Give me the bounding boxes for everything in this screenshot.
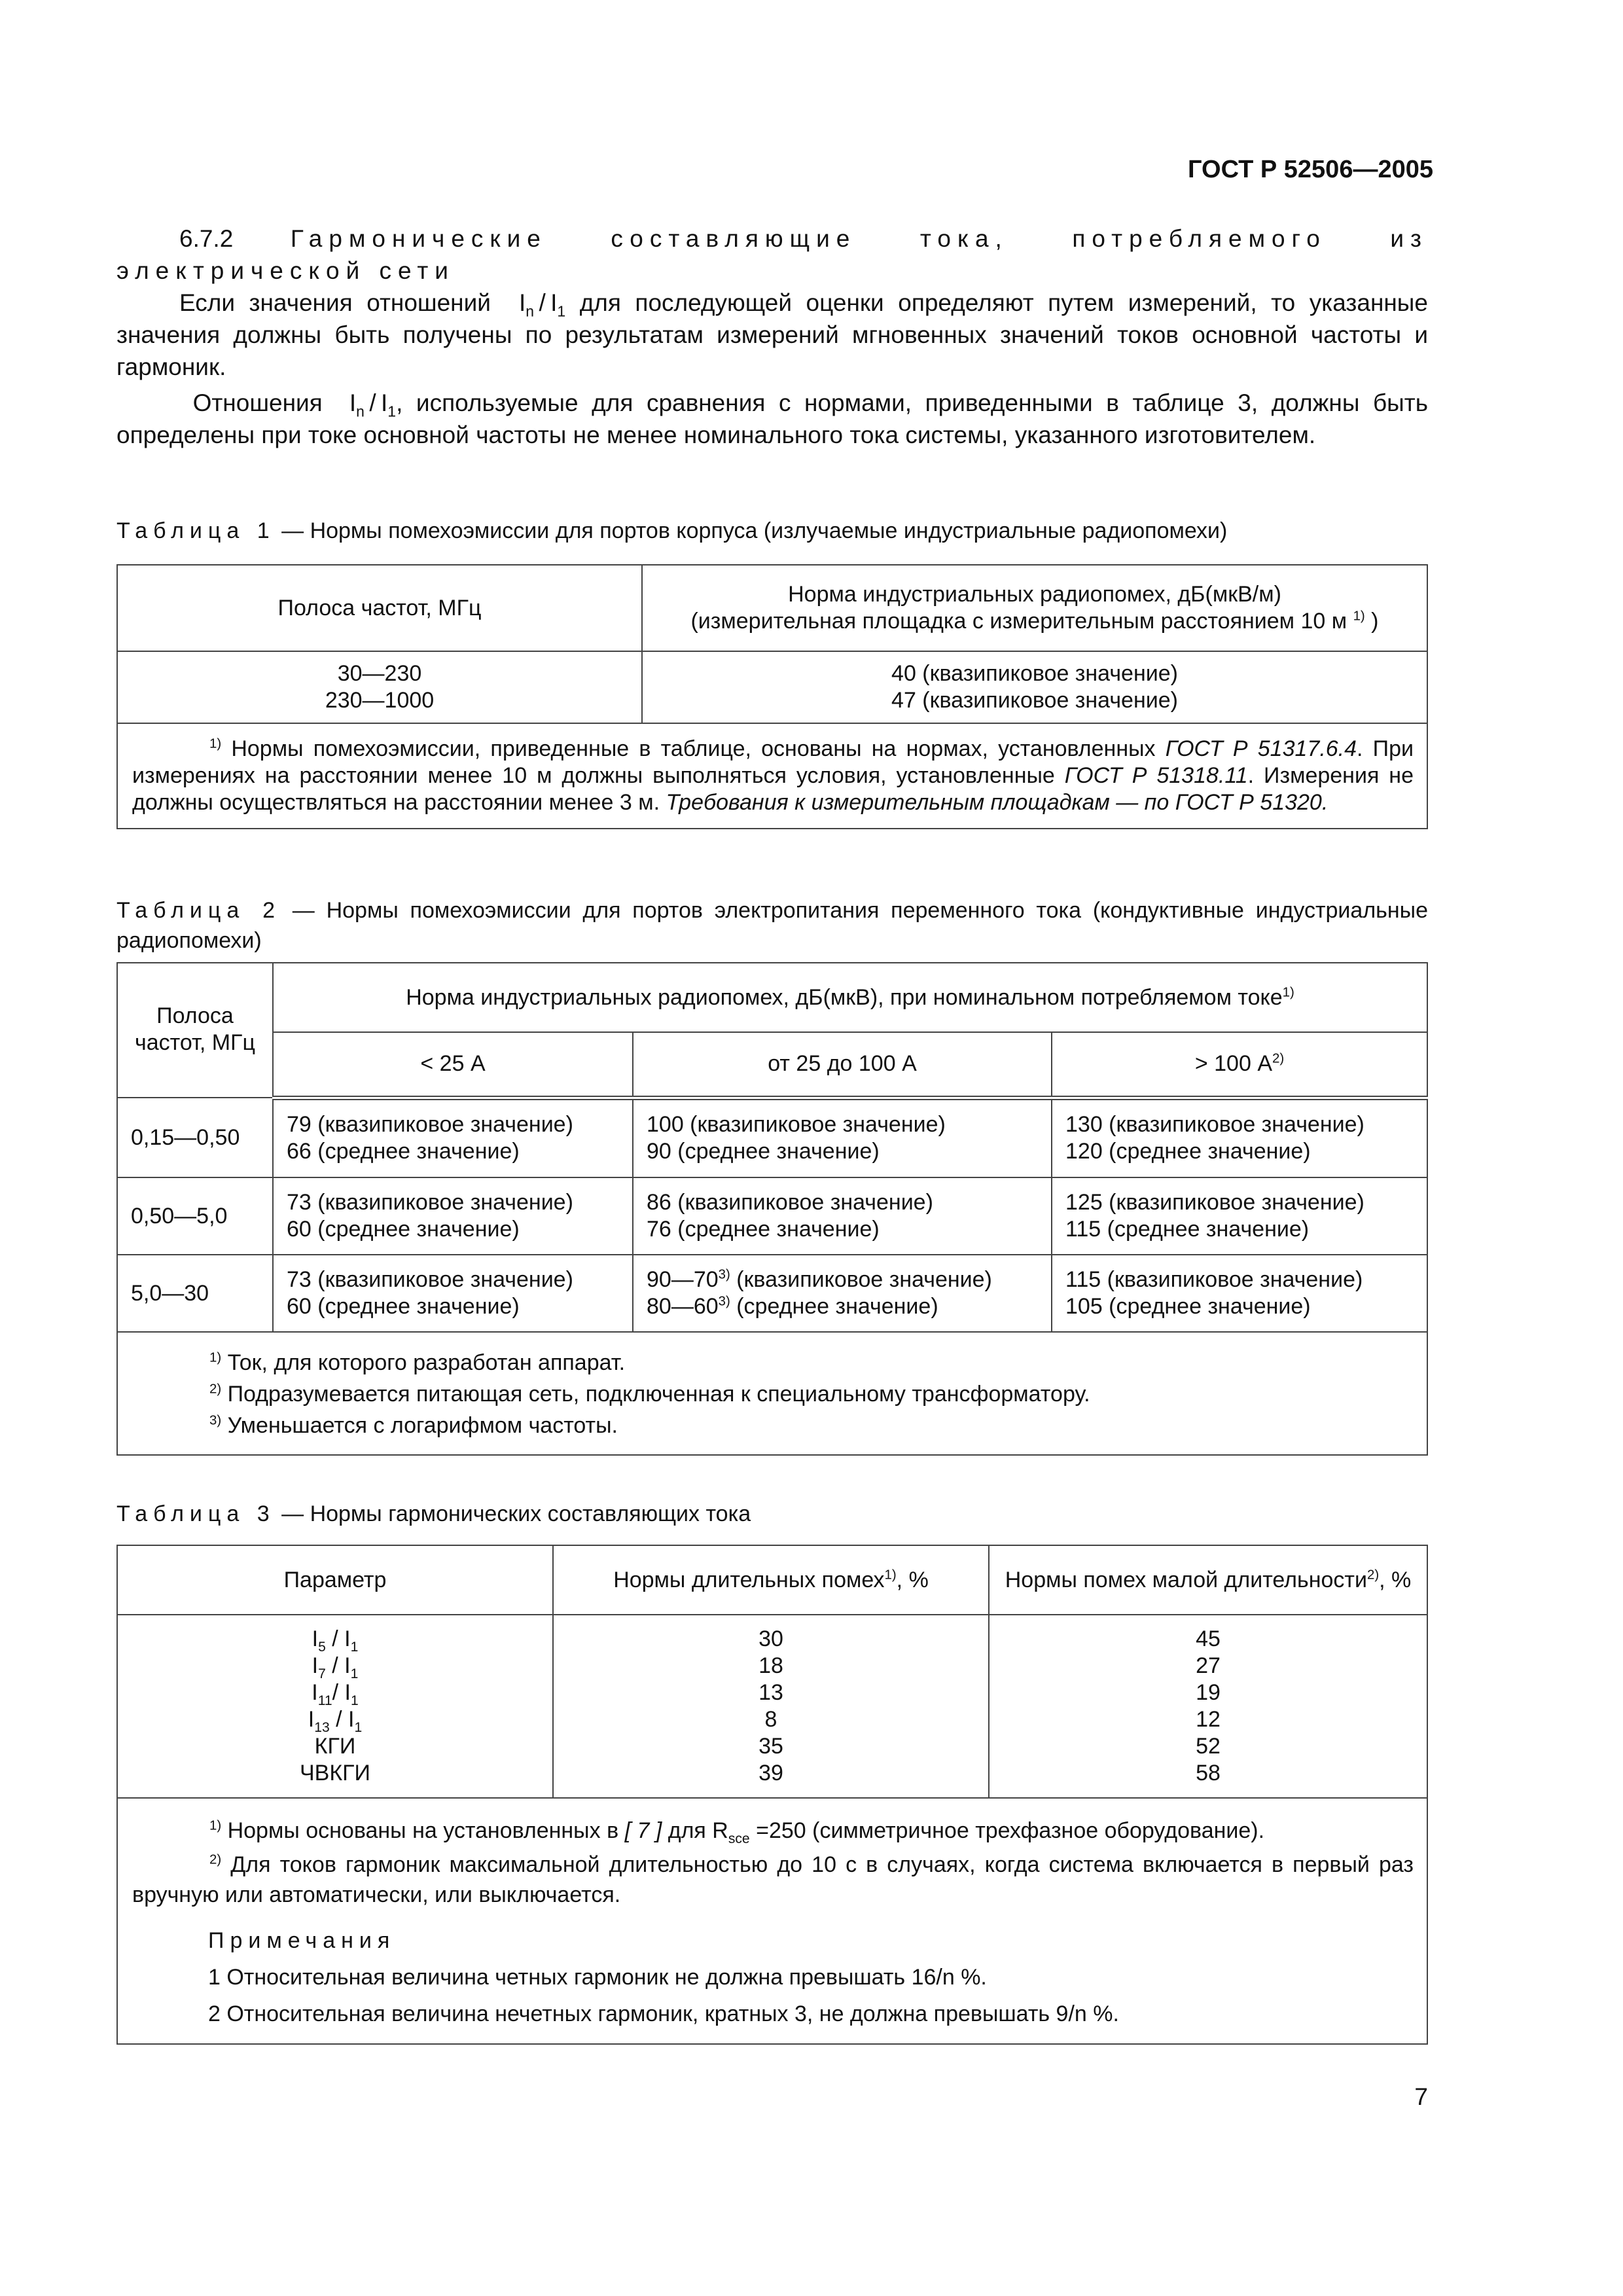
table-2-r3c1a: 73 (квазипиковое значение) xyxy=(287,1267,573,1292)
param-chvkgi: ЧВКГИ xyxy=(300,1761,370,1785)
param-i11: $I_{11}/$ $I_1$ xyxy=(312,1680,359,1708)
table-3-header-parameter: Параметр xyxy=(117,1545,553,1615)
paragraph-1-end: для последующей оценки определяют путем измерений, то указанные значения должны быть получены по результатам измерений мгновенных значений токов основной частоты и гармоник. xyxy=(116,289,1428,380)
table-3-long-4: 8 xyxy=(764,1707,777,1732)
paragraph-2-end: , используемые для сравнения с нормами, приведенными в таблице 3, должны быть определены при токе основной частоты не менее номинального тока системы, указанного изготовителем. xyxy=(116,389,1429,448)
table-3-long-values xyxy=(553,1615,989,1798)
table-2-r3c3a: 115 (квазипиковое значение) xyxy=(1065,1267,1363,1292)
table-3-long-5: 35 xyxy=(758,1734,783,1759)
table-3-fn1-ref: [ 7 ] xyxy=(624,1818,662,1843)
table-2-r3c3b: 105 (среднее значение) xyxy=(1065,1294,1311,1319)
table-2-r1c1a: 79 (квазипиковое значение) xyxy=(287,1112,573,1138)
table-3-fn1-sub: sce xyxy=(728,1831,750,1846)
table-2-row-1-c1 xyxy=(273,1098,633,1177)
table-2-row-1-c3 xyxy=(1052,1098,1427,1177)
table-2-header-above-100a-text: > 100 А xyxy=(1194,1051,1272,1077)
table-3-short-1: 45 xyxy=(1196,1626,1221,1651)
table-1-header-norm-sup: 1) xyxy=(1353,609,1365,624)
paragraph-1-start: Если значения отношений xyxy=(179,289,491,316)
table-1-footnote-text-a: Нормы помехоэмиссии, приведенные в таблице, основаны на нормах, установленных xyxy=(221,736,1166,761)
table-3-fn1-text-c: =250 (симметричное трехфазное оборудование). xyxy=(749,1818,1265,1843)
param-i13: $I_{13} / I_1$ xyxy=(308,1707,363,1735)
param-kgi: КГИ xyxy=(314,1734,356,1759)
table-3-long-1: 30 xyxy=(758,1626,783,1651)
table-2-header-norm-text: Норма индустриальных радиопомех, дБ(мкВ), при номинальном потребляемом токе xyxy=(406,984,1283,1010)
table-1-label: Таблица 1 xyxy=(116,518,276,543)
table-1-frequency-cell xyxy=(117,651,642,723)
table-3-header-long-sup: 1) xyxy=(884,1568,897,1583)
table-3-note-2: 2 Относительная величина нечетных гармоник, кратных 3, не должна превышать 9/n %. xyxy=(208,2001,1119,2026)
table-2-header-frequency xyxy=(117,963,273,1098)
section-number: 6.7.2 xyxy=(179,225,234,252)
table-3-header-short-text: Нормы помех малой длительности xyxy=(1005,1567,1367,1592)
table-2-label: Таблица 2 xyxy=(116,898,281,923)
table-3-header-long xyxy=(553,1545,989,1615)
table-2-fn3-text: Уменьшается с логарифмом частоты. xyxy=(221,1413,618,1438)
table-1-footnote-gost-2: ГОСТ Р 51318.11 xyxy=(1064,763,1248,788)
table-3 xyxy=(116,1545,1428,2045)
table-2-header-above-100a xyxy=(1052,1032,1427,1098)
table-2 xyxy=(116,962,1428,1456)
table-2-row-1-freq: 0,15—0,50 xyxy=(117,1098,273,1177)
table-3-header-short-unit: , % xyxy=(1379,1567,1412,1592)
table-2-r1c1b: 66 (среднее значение) xyxy=(287,1139,520,1164)
section-title-text: Гармонические составляющие тока, потребляемого из электрической сети xyxy=(116,225,1429,284)
table-2-r3c2b-txt: (среднее значение) xyxy=(730,1294,938,1319)
table-1-freq-2: 230—1000 xyxy=(325,688,435,713)
table-2-row-3-freq: 5,0—30 xyxy=(117,1255,273,1332)
paragraph-1: Если значения отношений $I_n / I_1$ для последующей оценки определяют путем измерений, то указанные значения должны быть получены по результатам измерений мгновенных значений токов основной частоты и гармоник. xyxy=(116,289,1428,380)
paragraph-2-start: Отношения xyxy=(192,389,323,416)
table-3-long-6: 39 xyxy=(758,1761,783,1785)
table-2-r2c1a: 73 (квазипиковое значение) xyxy=(287,1190,573,1215)
table-3-fn1-text-b: для R xyxy=(662,1818,728,1843)
param-i7: $I_7 / I_1$ xyxy=(312,1653,359,1681)
table-1-norm-cell xyxy=(642,651,1427,723)
table-2-header-above-100a-sup: 2) xyxy=(1272,1051,1285,1066)
table-1-footnote-text-d: Требования к измерительным площадкам — по ГОСТ Р 51320. xyxy=(666,790,1329,815)
table-2-header-norm xyxy=(273,963,1427,1032)
table-2-header-below-25a: < 25 А xyxy=(273,1032,633,1098)
table-3-caption xyxy=(116,1499,1428,1529)
table-2-header-norm-sup: 1) xyxy=(1282,985,1294,1000)
table-1-footnote-text-b: . При измерениях на расстоянии менее 10 м должны выполняться условия, установленные xyxy=(132,736,1414,788)
table-2-r2c2b: 76 (среднее значение) xyxy=(647,1217,880,1242)
table-1-norm-2: 47 (квазипиковое значение) xyxy=(891,688,1178,713)
table-2-r2c3a: 125 (квазипиковое значение) xyxy=(1065,1190,1364,1215)
section-body xyxy=(116,223,1428,451)
document-id-header: ГОСТ Р 52506—2005 xyxy=(1188,156,1433,183)
table-1-header-frequency: Полоса частот, МГц xyxy=(117,565,642,651)
table-1-header-norm xyxy=(642,565,1427,651)
table-1-freq-1: 30—230 xyxy=(337,661,422,686)
table-1-footnote xyxy=(117,723,1427,829)
table-3-short-6: 58 xyxy=(1196,1761,1221,1785)
section-title xyxy=(116,223,1428,287)
table-3-label: Таблица 3 xyxy=(116,1501,276,1526)
table-2-r2c2a: 86 (квазипиковое значение) xyxy=(647,1190,933,1215)
table-2-row-2-c3 xyxy=(1052,1177,1427,1255)
table-1-footnote-mark: 1) xyxy=(209,736,222,751)
table-3-fn2-mark: 2) xyxy=(209,1852,222,1867)
table-2-r1c3a: 130 (квазипиковое значение) xyxy=(1065,1112,1364,1138)
table-2-caption xyxy=(116,895,1428,956)
table-2-caption-text: — Нормы помехоэмиссии для портов электропитания переменного тока (кондуктивные индустриальные радиопомехи) xyxy=(116,898,1429,953)
table-3-note-1: 1 Относительная величина четных гармоник не должна превышать 16/n %. xyxy=(208,1965,987,1990)
table-3-caption-text: — Нормы гармонических составляющих тока xyxy=(275,1501,751,1526)
table-2-row-3-c2 xyxy=(633,1255,1052,1332)
table-1-footnote-gost-1: ГОСТ Р 51317.6.4 xyxy=(1165,736,1357,761)
table-3-short-3: 19 xyxy=(1196,1680,1221,1705)
table-2-row-2-c1 xyxy=(273,1177,633,1255)
table-3-fn1-mark: 1) xyxy=(209,1818,222,1833)
table-2-row-1-c2 xyxy=(633,1098,1052,1177)
table-1-footnote-text-c: . Измерения не должны осуществляться на расстоянии менее 3 м. xyxy=(132,763,1414,815)
table-2-fn2-mark: 2) xyxy=(209,1382,222,1397)
table-1-caption-text: — Нормы помехоэмиссии для портов корпуса (излучаемые индустриальные радиопомехи) xyxy=(275,518,1228,543)
table-2-r1c3b: 120 (среднее значение) xyxy=(1065,1139,1311,1164)
table-2-r2c3b: 115 (среднее значение) xyxy=(1065,1217,1310,1242)
table-row xyxy=(117,1255,1427,1332)
table-2-header-25-100a: от 25 до 100 А xyxy=(633,1032,1052,1098)
table-2-row-2-freq: 0,50—5,0 xyxy=(117,1177,273,1255)
table-2-header-frequency-line2: частот, МГц xyxy=(135,1030,255,1055)
table-2-r3c1b: 60 (среднее значение) xyxy=(287,1294,520,1319)
table-row xyxy=(117,1098,1427,1177)
table-1-header-norm-line2: (измерительная площадка с измерительным расстоянием 10 м xyxy=(690,609,1347,634)
table-3-short-5: 52 xyxy=(1196,1734,1221,1759)
table-3-fn1-text-a: Нормы основаны на установленных в xyxy=(221,1818,625,1843)
table-2-r1c2a: 100 (квазипиковое значение) xyxy=(647,1112,946,1138)
table-2-row-3-c1 xyxy=(273,1255,633,1332)
paragraph-2: Отношения $I_n / I_1$, используемые для сравнения с нормами, приведенными в таблице 3, должны быть определены при токе основной частоты не менее номинального тока системы, указанного изготовителем. xyxy=(116,389,1429,448)
table-1-header-norm-line1: Норма индустриальных радиопомех, дБ(мкВ/м) xyxy=(788,582,1281,607)
table-1-norm-1: 40 (квазипиковое значение) xyxy=(891,661,1178,686)
table-2-r3c2a-txt: (квазипиковое значение) xyxy=(730,1267,992,1292)
table-row xyxy=(117,1615,1427,1798)
table-2-r1c2b: 90 (среднее значение) xyxy=(647,1139,880,1164)
table-2-fn1-mark: 1) xyxy=(209,1350,222,1365)
table-3-short-values xyxy=(989,1615,1427,1798)
table-2-r3c2a-num: 90—70 xyxy=(647,1267,719,1292)
table-1-caption xyxy=(116,516,1428,546)
table-2-footnotes xyxy=(117,1332,1427,1455)
table-3-long-3: 13 xyxy=(758,1680,783,1705)
table-2-r3c2a-sup: 3) xyxy=(718,1267,730,1282)
table-3-short-4: 12 xyxy=(1196,1707,1221,1732)
param-i5: $I_5 / I_1$ xyxy=(312,1626,359,1655)
table-1 xyxy=(116,564,1428,829)
table-row xyxy=(117,651,1427,723)
table-3-header-long-text: Нормы длительных помех xyxy=(613,1567,885,1592)
table-3-header-long-unit: , % xyxy=(896,1567,929,1592)
table-2-r3c2b-sup: 3) xyxy=(718,1294,730,1309)
table-3-header-short xyxy=(989,1545,1427,1615)
table-3-footnotes xyxy=(117,1798,1427,2044)
table-3-fn2-text: Для токов гармоник максимальной длительностью до 10 с в случаях, когда система включается в первый раз вручную или автоматически, или выключается. xyxy=(132,1852,1414,1907)
table-2-fn3-mark: 3) xyxy=(209,1413,222,1428)
table-2-row-2-c2 xyxy=(633,1177,1052,1255)
table-2-r2c1b: 60 (среднее значение) xyxy=(287,1217,520,1242)
table-1-header-norm-end: ) xyxy=(1371,609,1379,634)
table-3-header-short-sup: 2) xyxy=(1366,1568,1380,1583)
table-3-notes-title: Примечания xyxy=(208,1928,396,1953)
page-number: 7 xyxy=(1414,2083,1428,2110)
table-2-fn1-text: Ток, для которого разработан аппарат. xyxy=(221,1350,626,1375)
table-2-header-frequency-line1: Полоса xyxy=(156,1003,234,1028)
table-3-long-2: 18 xyxy=(758,1653,783,1678)
table-3-parameters xyxy=(117,1615,553,1798)
table-2-r3c2b-num: 80—60 xyxy=(647,1294,719,1319)
table-2-fn2-text: Подразумевается питающая сеть, подключенная к специальному трансформатору. xyxy=(221,1382,1090,1407)
table-3-short-2: 27 xyxy=(1196,1653,1221,1678)
table-2-row-3-c3 xyxy=(1052,1255,1427,1332)
table-row xyxy=(117,1177,1427,1255)
